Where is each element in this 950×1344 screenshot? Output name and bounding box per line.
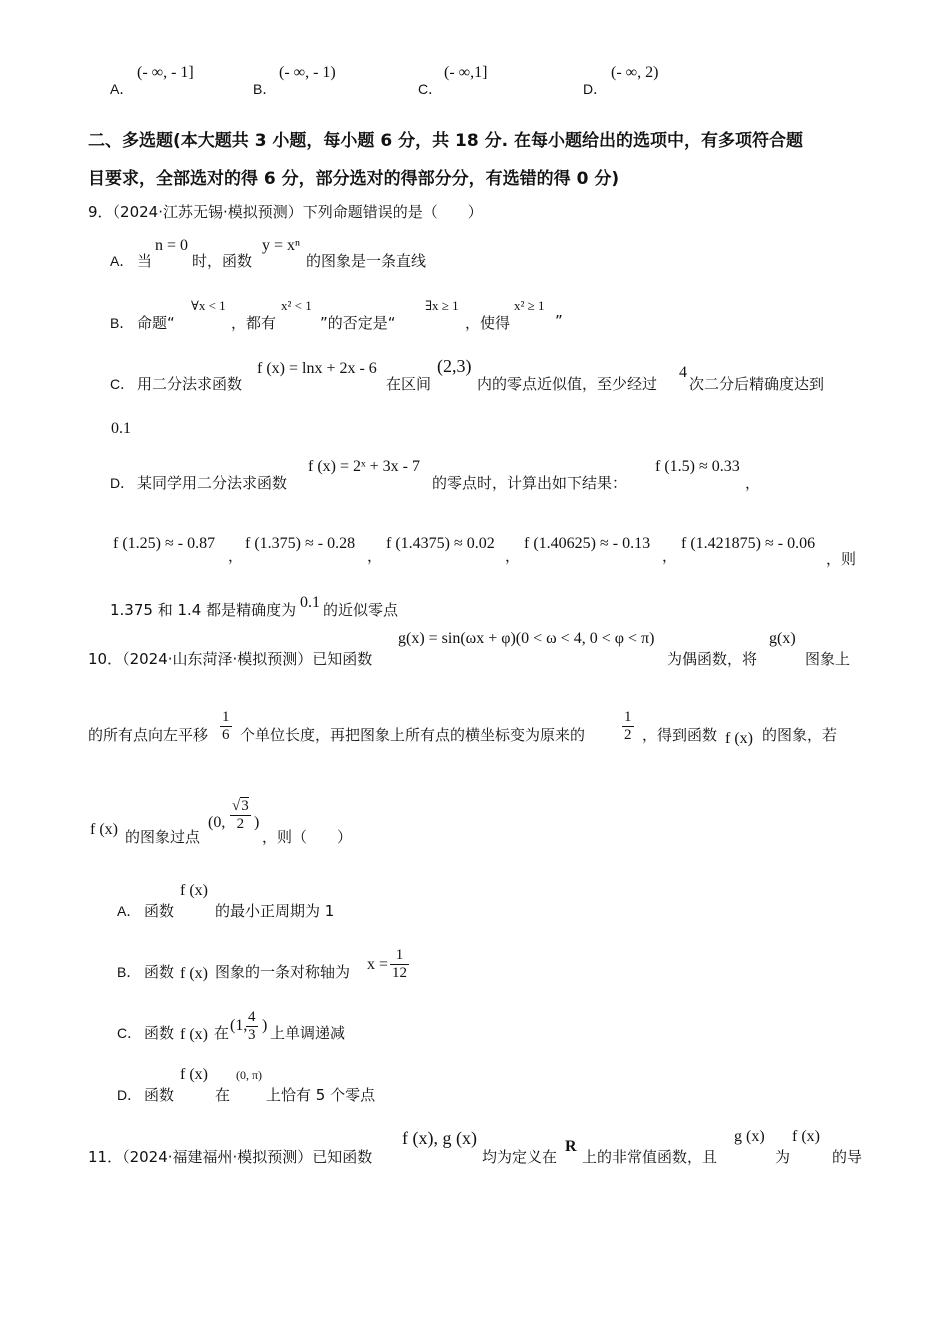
- q10-b-frac-one-twelfth: [390, 947, 409, 982]
- q9-c-math: 0.1: [111, 420, 131, 437]
- q10-b-label: B．: [117, 964, 141, 980]
- q9-d-text: ，: [662, 547, 678, 565]
- q10-b-text: 图象的一条对称轴为: [215, 963, 351, 981]
- q10-frac-one-half: [622, 709, 634, 744]
- q10-c-frac-four-thirds: [246, 1009, 258, 1044]
- q10-b-math: f (x): [180, 965, 208, 982]
- q10-a-text: 的最小正周期为 1: [215, 902, 335, 920]
- q10-b-math: x =: [367, 956, 389, 973]
- q8-option-b-label: B．: [253, 81, 277, 97]
- q8-option-a-expr: (- ∞, - 1]: [137, 64, 194, 81]
- q10-text: 10．（2024·山东菏泽·模拟预测）已知函数: [88, 650, 373, 668]
- q11-text: 11．（2024·福建福州·模拟预测）已知函数: [88, 1148, 373, 1166]
- q9-d-text: ，: [505, 547, 521, 565]
- q10-d-text: 上恰有 5 个零点: [266, 1086, 376, 1104]
- q10-text: 的图象过点: [125, 828, 201, 846]
- q9-c-text: 用二分法求函数: [137, 375, 243, 393]
- q10-math-fx: f (x): [90, 821, 118, 838]
- q10-d-text: 在: [215, 1086, 231, 1104]
- section-heading-line2: 目要求，全部选对的得 6 分，部分选对的得部分分，有选错的得 0 分): [88, 169, 620, 189]
- q8-option-a-label: A．: [110, 81, 134, 97]
- q11-text: 的导: [832, 1148, 863, 1166]
- q9-c-text: 次二分后精确度达到: [689, 375, 825, 393]
- q9-b-math: x² < 1: [281, 298, 312, 313]
- q11-text: 为: [775, 1148, 791, 1166]
- sqrt-icon: √: [232, 798, 241, 814]
- q11-text: 上的非常值函数，且: [582, 1148, 718, 1166]
- q9-c-label: C．: [110, 376, 135, 392]
- q9-d-value: f (1.421875) ≈ - 0.06: [681, 535, 816, 552]
- q9-b-math: x² ≥ 1: [514, 298, 545, 313]
- q9-c-math: 4: [679, 364, 687, 381]
- q9-d-value: f (1.4375) ≈ 0.02: [386, 535, 495, 552]
- q10-c-interval: (1,: [230, 1017, 248, 1034]
- q11-math: f (x): [792, 1128, 820, 1145]
- q9-d-text: 的零点时，计算出如下结果：: [432, 474, 628, 492]
- fraction-numerator: 1: [624, 709, 632, 725]
- q8-option-d-expr: (- ∞, 2): [611, 64, 659, 81]
- q9-a-label: A．: [110, 253, 134, 269]
- q9-d-text: 的近似零点: [323, 601, 399, 619]
- q10-d-math: f (x): [180, 1066, 208, 1083]
- fraction-numerator: 4: [248, 1009, 256, 1025]
- q10-point: ): [254, 814, 260, 831]
- fraction-numerator: 1: [390, 947, 409, 965]
- q9-c-math: (2,3): [437, 356, 472, 376]
- q8-option-d-label: D．: [583, 81, 608, 97]
- q9-d-text: 1.375 和 1.4 都是精确度为: [110, 601, 297, 619]
- q9-b-math: ∀x < 1: [191, 298, 226, 313]
- q11-math: f (x), g (x): [402, 1128, 477, 1148]
- q9-d-value: f (1.40625) ≈ - 0.13: [524, 535, 651, 552]
- q9-c-math: f (x) = lnx + 2x - 6: [257, 360, 377, 377]
- q10-math-gx: g(x): [769, 630, 796, 647]
- q9-a-text: 时，函数: [192, 252, 253, 270]
- q11-text: 均为定义在: [482, 1148, 558, 1166]
- q9-stem: 9．（2024·江苏无锡·模拟预测）下列命题错误的是（ ）: [88, 203, 483, 221]
- q9-d-label: D．: [110, 475, 135, 491]
- q10-b-text: 函数: [144, 963, 175, 981]
- q10-text: 个单位长度，再把图象上所有点的横坐标变为原来的: [240, 726, 586, 744]
- q9-d-value: f (1.25) ≈ - 0.87: [113, 535, 216, 552]
- fraction-numerator: 3: [241, 798, 249, 814]
- q10-c-interval: ): [262, 1017, 268, 1034]
- q11-math-r: R: [565, 1138, 577, 1155]
- q9-d-text: ，则: [826, 550, 857, 568]
- q9-b-text: ，使得: [465, 314, 511, 332]
- q10-d-math: (0, π): [236, 1068, 263, 1082]
- section-heading-line1: 二、多选题(本大题共 3 小题，每小题 6 分，共 18 分. 在每小题给出的选项中，有多项符合题: [88, 131, 803, 151]
- q9-d-math: f (1.5) ≈ 0.33: [655, 458, 740, 475]
- fraction-denominator: 2: [624, 727, 632, 743]
- q9-a-math-y: y = xⁿ: [262, 237, 301, 254]
- q10-c-text: 上单调递减: [270, 1024, 346, 1042]
- q9-d-text: ，: [367, 547, 383, 565]
- q9-d-text: ，: [745, 474, 761, 492]
- fraction-denominator: 3: [248, 1027, 256, 1043]
- q10-a-text: 函数: [144, 902, 175, 920]
- q10-math-g: g(x) = sin(ωx + φ)(0 < ω < 4, 0 < φ < π): [398, 630, 655, 647]
- q10-c-math: f (x): [180, 1026, 208, 1043]
- fraction-denominator: 12: [392, 965, 407, 981]
- q10-frac-one-sixth: [220, 709, 232, 744]
- q10-text: 的所有点向左平移: [88, 726, 209, 744]
- q9-b-label: B．: [110, 315, 134, 331]
- q10-c-text: 函数: [144, 1024, 175, 1042]
- q9-d-math: f (x) = 2ˣ + 3x - 7: [308, 458, 420, 475]
- q9-a-text: 的图象是一条直线: [306, 252, 427, 270]
- q10-a-math: f (x): [180, 882, 208, 899]
- q9-b-text: ”: [555, 312, 563, 330]
- q9-d-value: f (1.375) ≈ - 0.28: [245, 535, 356, 552]
- q9-b-text: 命题“: [137, 314, 175, 332]
- q9-c-text: 内的零点近似值，至少经过: [477, 375, 658, 393]
- q10-text: ，则（ ）: [262, 828, 353, 846]
- q10-c-text: 在: [214, 1024, 230, 1042]
- q9-d-text: 某同学用二分法求函数: [137, 474, 288, 492]
- q10-text: 图象上: [805, 650, 851, 668]
- q10-math-fx: f (x): [725, 730, 753, 747]
- q10-d-text: 函数: [144, 1086, 175, 1104]
- q10-c-label: C．: [117, 1025, 142, 1041]
- q8-option-c-label: C．: [418, 81, 443, 97]
- q9-a-math-n: n = 0: [155, 237, 189, 254]
- q9-d-math: 0.1: [300, 594, 320, 611]
- q9-b-text: ”的否定是“: [320, 314, 396, 332]
- q10-text: 的图象，若: [762, 726, 838, 744]
- q8-option-b-expr: (- ∞, - 1): [279, 64, 336, 81]
- fraction-numerator: 1: [222, 709, 230, 725]
- fraction-denominator: 2: [236, 816, 245, 832]
- q10-a-label: A．: [117, 903, 141, 919]
- q10-text: ，得到函数: [642, 726, 718, 744]
- q10-frac-sqrt3-over-2: [230, 797, 251, 833]
- q8-option-c-expr: (- ∞,1]: [444, 64, 488, 81]
- q10-text: 为偶函数，将: [667, 650, 758, 668]
- q9-c-text: 在区间: [386, 375, 432, 393]
- q9-a-text: 当: [137, 252, 153, 270]
- q9-d-text: ，: [228, 547, 244, 565]
- q9-b-text: ，都有: [231, 314, 277, 332]
- q9-b-math: ∃x ≥ 1: [425, 298, 459, 313]
- q10-point: (0,: [208, 814, 226, 831]
- fraction-denominator: 6: [222, 727, 230, 743]
- q11-math: g (x): [734, 1128, 765, 1145]
- q10-d-label: D．: [117, 1087, 142, 1103]
